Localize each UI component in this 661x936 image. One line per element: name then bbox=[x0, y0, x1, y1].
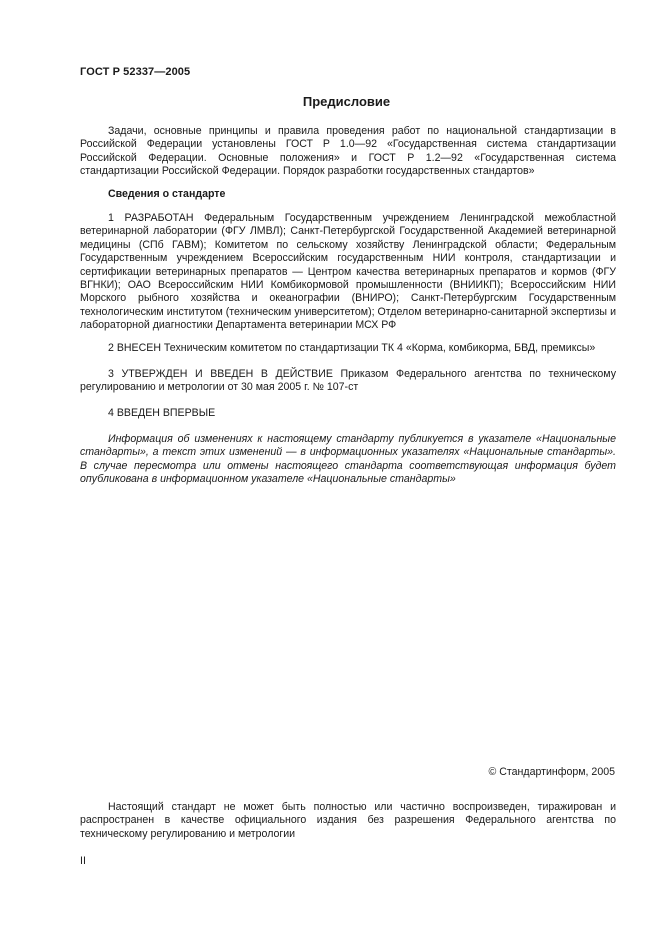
item-approved: 3 УТВЕРЖДЕН И ВВЕДЕН В ДЕЙСТВИЕ Приказом Федерального агентства по техническому регулированию и метрологии от 30 мая 2005 г. № 107-ст bbox=[80, 368, 616, 394]
legal-notice: Настоящий стандарт не может быть полностью или частично воспроизведен, тиражирован и распространен в качестве официального издания без разрешения Федерального агентства по техническому регулированию и метрологии bbox=[80, 801, 616, 840]
item-introduced: 4 ВВЕДЕН ВПЕРВЫЕ bbox=[108, 407, 216, 419]
section-heading: Сведения о стандарте bbox=[108, 188, 226, 200]
info-notice: Информация об изменениях к настоящему стандарту публикуется в указателе «Национальные стандарты», а текст этих изменений — в информационных указателях «Национальные стандарты». В случае пересмотра или отмены настоящего стандарта соответствующая информация будет опубликована в информационном указателе «Национальные стандарты» bbox=[80, 433, 616, 486]
page-number: II bbox=[80, 855, 86, 867]
item-submitted: 2 ВНЕСЕН Техническим комитетом по стандартизации ТК 4 «Корма, комбикорма, БВД, премиксы» bbox=[108, 342, 596, 354]
foreword-title: Предисловие bbox=[302, 94, 391, 109]
standard-designation: ГОСТ Р 52337—2005 bbox=[80, 66, 191, 78]
intro-paragraph: Задачи, основные принципы и правила проведения работ по национальной стандартизации в Российской Федерации установлены ГОСТ Р 1.0—92 «Государственная система стандартизации Российской Федерации. Основные положения» и ГОСТ Р 1.2—92 «Государственная система стандартизации Российской Федерации. Порядок разработки государственных стандартов» bbox=[80, 125, 616, 178]
copyright: © Стандартинформ, 2005 bbox=[488, 766, 615, 778]
item-developed: 1 РАЗРАБОТАН Федеральным Государственным учреждением Ленинградской межобластной ветеринарной лаборатории (ФГУ ЛМВЛ); Санкт-Петербургской Государственной Академией ветеринарной медицины (СПб ГАВМ); Комитетом по сельскому хозяйству Ленинградской области; Федеральным Государственным учреждением Всероссийским государственным НИИ контроля, стандартизации и сертификации ветеринарных препаратов — Центром качества ветеринарных препаратов и кормов (ФГУ ВГНКИ); ОАО Всероссийским НИИ Комбикормовой промышленности (ВНИИКП); Всероссийским НИИ Морского рыбного хозяйства и океанографии (ВНИРО); Санкт-Петербургским Государственным технологическим институтом (техническим университетом); Отделом ветеринарно-санитарной экспертизы и лабораторной диагностики Департамента ветеринарии МСХ РФ bbox=[80, 212, 616, 332]
page-title bbox=[0, 94, 661, 109]
